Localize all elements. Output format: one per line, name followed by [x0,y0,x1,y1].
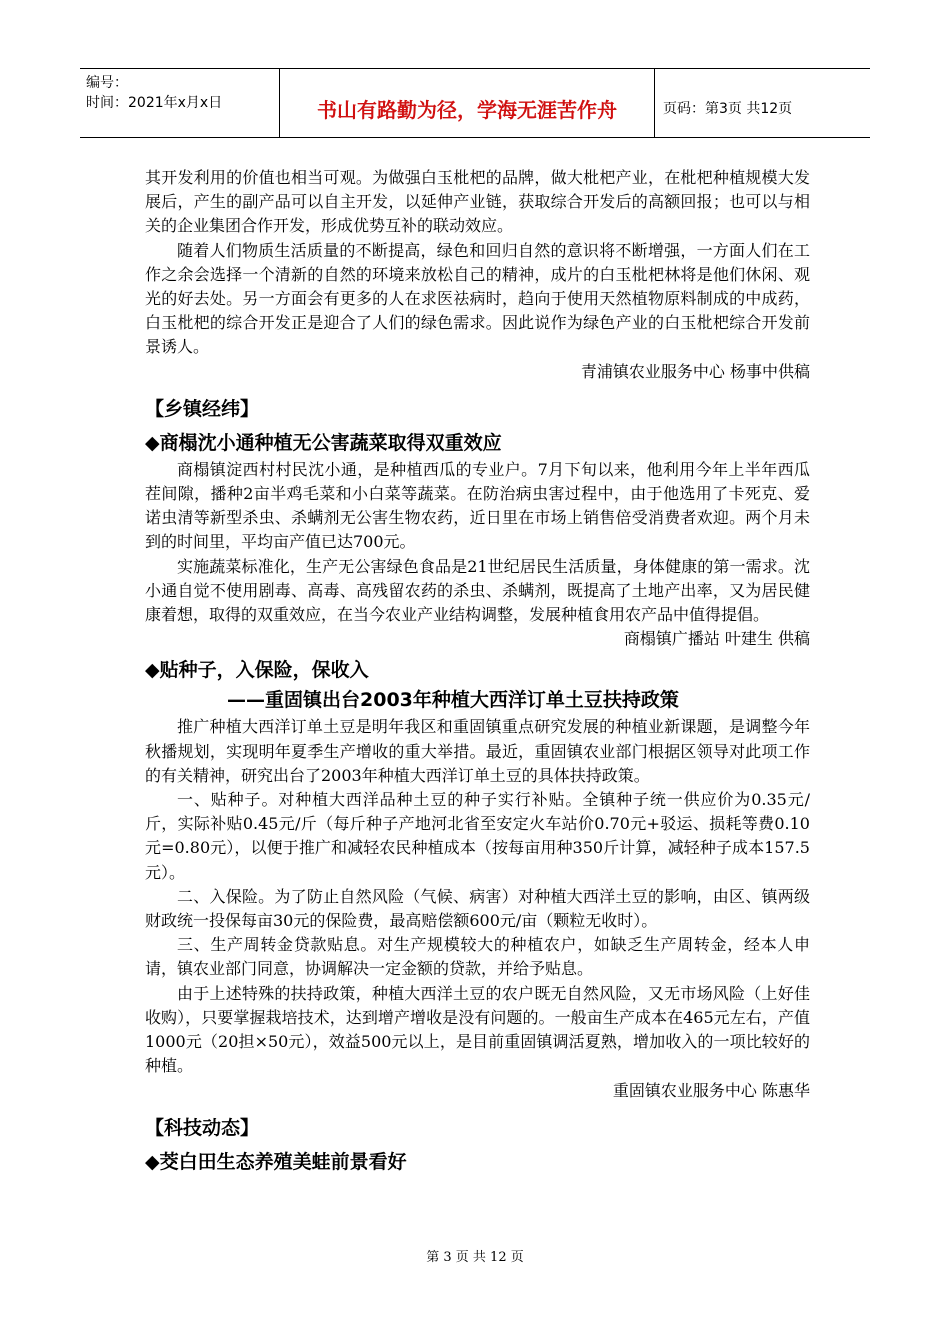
paragraph: 实施蔬菜标准化，生产无公害绿色食品是21世纪居民生活质量，身体健康的第一需求。沈小通自觉不使用剧毒、高毒、高残留农药的杀虫、杀螨剂，既提高了土地产出率，又为居民健康着想，取得的双重效应，在当今农业产业结构调整，发展种植食用农产品中值得提倡。 [145,556,810,625]
paragraph: 其开发利用的价值也相当可观。为做强白玉枇杷的品牌，做大枇杷产业，在枇杷种植规模大发展后，产生的副产品可以自主开发，以延伸产业链，获取综合开发后的高额回报；也可以与相关的企业集团合作开发，形成优势互补的联动效应。 [145,168,810,236]
section-heading: 【乡镇经纬】 [145,397,260,420]
paragraph: 三、生产周转金贷款贴息。对生产规模较大的种植农户，如缺乏生产周转金，经本人申请，镇农业部门同意，协调解决一定金额的贷款，并给予贴息。 [145,935,810,979]
paragraph: 由于上述特殊的扶持政策，种植大西洋土豆的农户既无自然风险，又无市场风险（上好佳收购），只要掌握栽培技术，达到增产增收是没有问题的。一般亩生产成本在465元左右，产值1000元（20担×50元），效益500元以上，是目前重固镇调活夏熟，增加收入的一项比较好的种植。 [145,983,810,1076]
paragraph: 推广种植大西洋订单土豆是明年我区和重固镇重点研究发展的种植业新课题，是调整今年秋播规划，实现明年夏季生产增收的重大举措。最近，重固镇农业部门根据区领导对此项工作的有关精神，研究出台了2003年种植大西洋订单土豆的具体扶持政策。 [145,717,810,785]
byline: 商榻镇广播站 叶建生 供稿 [623,629,810,649]
paragraph: 二、入保险。为了防止自然风险（气候、病害）对种植大西洋土豆的影响，由区、镇两级财政统一投保每亩30元的保险费，最高赔偿额600元/亩（颗粒无收时）。 [145,886,810,931]
paragraph: 商榻镇淀西村村民沈小通，是种植西瓜的专业户。7月下旬以来，他利用今年上半年西瓜茬间隙，播种2亩半鸡毛菜和小白菜等蔬菜。在防治病虫害过程中，由于他选用了卡死克、爱诺虫清等新型杀虫、杀螨剂无公害生物农药，近日里在市场上销售倍受消费者欢迎。两个月未到的时间里，平均亩产值已达700元。 [145,459,810,552]
article-title: ◆商榻沈小通种植无公害蔬菜取得双重效应 [145,431,502,454]
paragraph: 一、贴种子。对种植大西洋品种土豆的种子实行补贴。全镇种子统一供应价为0.35元/斤，实际补贴0.45元/斤（每斤种子产地河北省至安定火车站价0.70元+驳运、损耗等费0.10元=0.80元），以便于推广和减轻农民种植成本（按每亩用种350斤计算，减轻种子成本157.5元）。 [145,790,810,882]
page-footer: 第 3 页 共 12 页 [426,1250,524,1265]
section-heading: 【科技动态】 [145,1116,260,1139]
header-table [80,68,870,138]
header-motto: 书山有路勤为径，学海无涯苦作舟 [280,69,655,137]
document-time-label: 时间：2021年x月x日 [86,95,223,111]
article-title: ◆茭白田生态养殖美蛙前景看好 [145,1150,407,1173]
paragraph: 随着人们物质生活质量的不断提高，绿色和回归自然的意识将不断增强，一方面人们在工作之余会选择一个清新的自然的环境来放松自己的精神，成片的白玉枇杷林将是他们休闲、观光的好去处。另一方面会有更多的人在求医祛病时，趋向于使用天然植物原料制成的中成药，白玉枇杷的综合开发正是迎合了人们的绿色需求。因此说作为绿色产业的白玉枇杷综合开发前景诱人。 [145,240,810,357]
document-number-label: 编号： [86,75,128,91]
article-subtitle: ——重固镇出台2003年种植大西洋订单土豆扶持政策 [227,689,679,712]
document-body [145,166,810,1177]
article-title: ◆贴种子，入保险，保收入 [145,659,369,682]
header-meta [80,69,280,137]
byline: 青浦镇农业服务中心 杨事中供稿 [580,361,810,381]
byline: 重固镇农业服务中心 陈惠华 [612,1080,810,1100]
header-page-info: 页码：第3页 共12页 [663,101,793,117]
